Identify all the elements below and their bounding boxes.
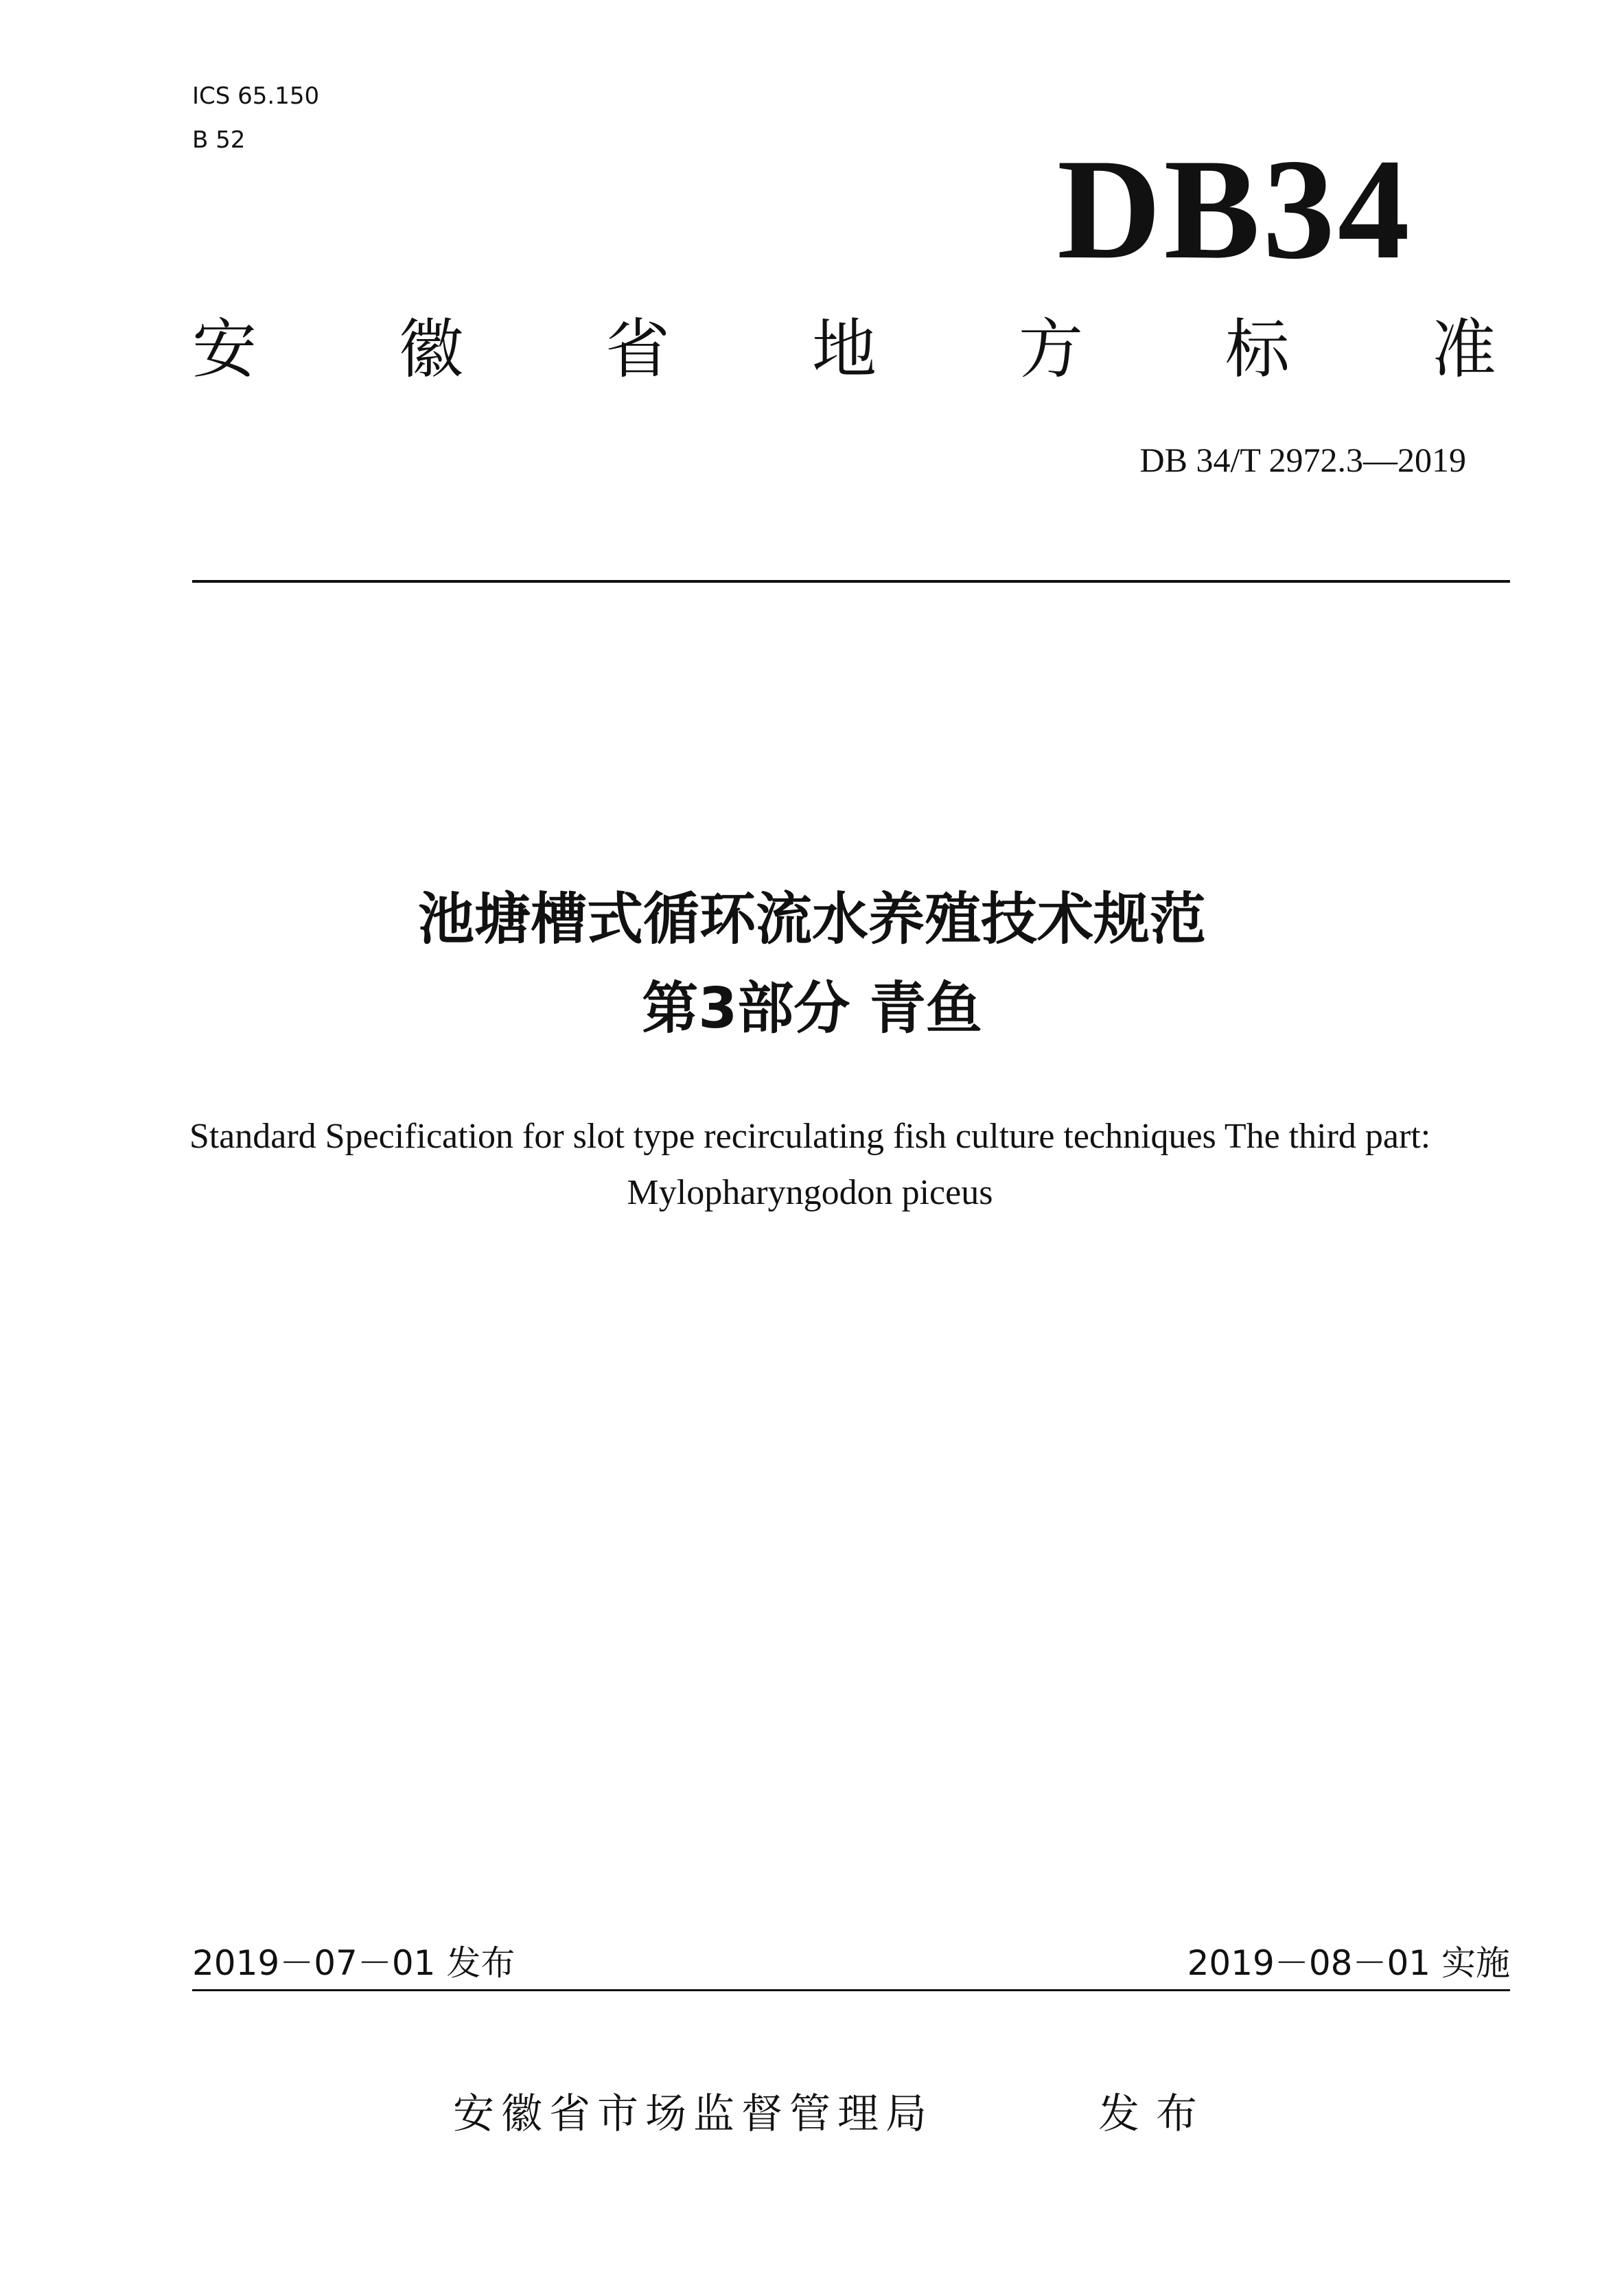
standard-type-char: 徽 xyxy=(398,312,463,387)
top-divider xyxy=(192,580,1510,583)
publish-date: 2019－07－01 发布 xyxy=(192,1943,515,1983)
document-title: 池塘槽式循环流水养殖技术规范 xyxy=(417,887,1206,952)
ccs-code: B 52 xyxy=(192,126,246,154)
implementation-date: 2019－08－01 实施 xyxy=(1187,1943,1510,1983)
standard-type-char: 安 xyxy=(192,312,257,387)
standard-type-char: 地 xyxy=(811,312,877,387)
document-subtitle: 第3部分 青鱼 xyxy=(642,976,982,1041)
standard-type-char: 方 xyxy=(1018,312,1083,387)
standard-type-heading xyxy=(192,312,1496,388)
standard-type-char: 准 xyxy=(1431,312,1496,387)
bottom-divider xyxy=(192,1989,1510,1991)
standard-type-char: 标 xyxy=(1225,312,1290,387)
english-title: Standard Specification for slot type recirculating fish culture techniques The third part: Mylopharyngodon piceus xyxy=(189,1117,1431,1212)
standard-number: DB 34/T 2972.3—2019 xyxy=(1139,441,1466,479)
issue-label: 发布 xyxy=(1098,2090,1214,2138)
ics-code: ICS 65.150 xyxy=(192,82,320,110)
standard-logo: DB34 xyxy=(1057,130,1413,289)
standard-type-char: 省 xyxy=(605,312,670,387)
issuing-authority: 安徽省市场监督管理局 xyxy=(453,2090,933,2138)
